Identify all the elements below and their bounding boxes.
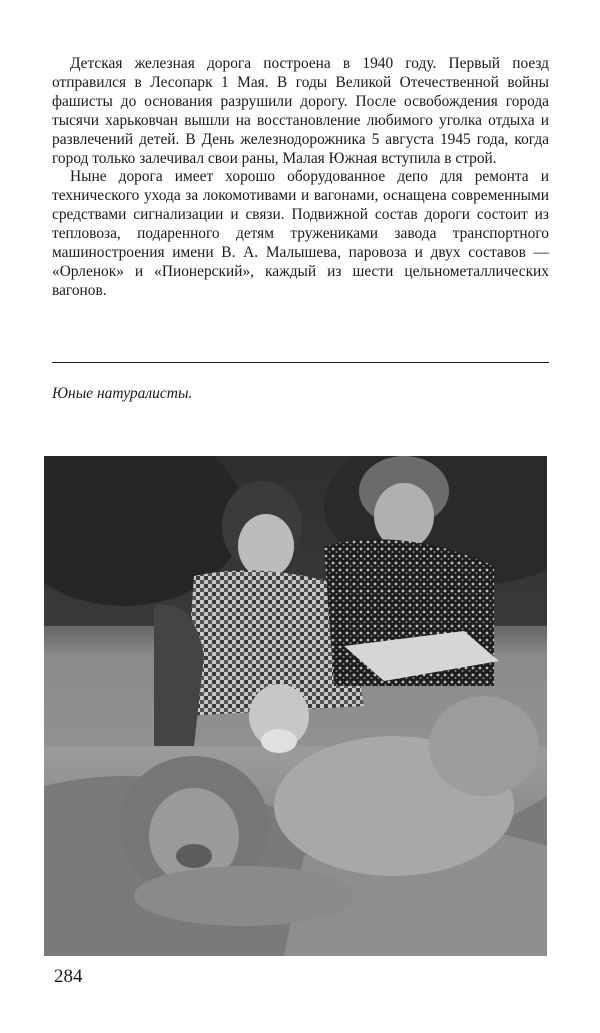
photo-caption: Юные натуралисты. [52,385,193,402]
paragraph-2: Ныне дорога имеет хорошо оборудованное депо для ремонта и технического ухода за локомотивами и вагонами, оснащена современными средствами сигнализации и связи. Подвижной состав дороги состоит из тепловоза, подаренного детям тружениками завода транспортного машиностроения имени В. А. Малышева, паровоза и двух составов — «Орленок» и «Пионерский», каждый из шести цельнометаллических вагонов. [52,168,549,299]
photograph [44,456,547,956]
horizontal-rule [52,362,549,363]
page-number: 284 [54,966,83,987]
body-text [52,55,549,301]
paragraph-1: Детская железная дорога построена в 1940 году. Первый поезд отправился в Лесопарк 1 Мая. В годы Великой Отечественной войны фашисты до основания разрушили дорогу. После освобождения города тысячи харьковчан вышли на восстановление любимого уголка отдыха и развлечений детей. В День железнодорожника 5 августа 1945 года, когда город только залечивал свои раны, Малая Южная вступила в строй. [52,55,549,167]
photo-illustration [44,456,547,956]
